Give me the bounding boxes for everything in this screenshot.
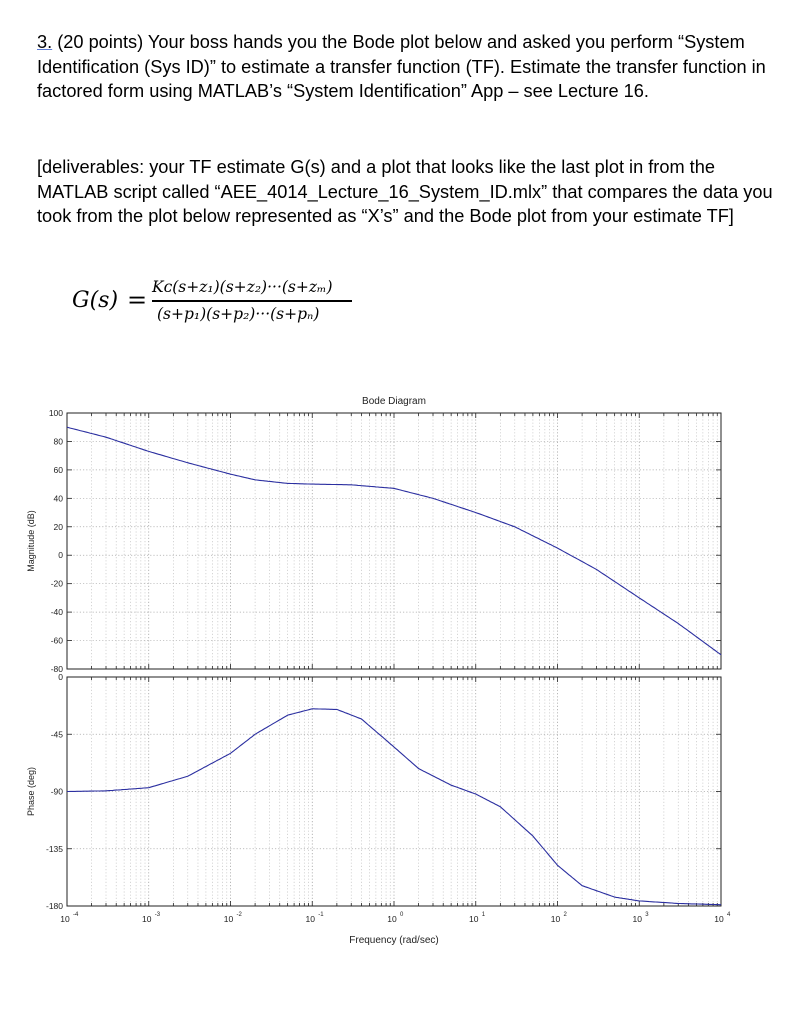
magnitude-panel [26, 408, 721, 674]
x-tick-labels [60, 912, 731, 924]
magnitude-y-tick-label: -40 [50, 607, 63, 618]
x-tick-label: 10 [387, 914, 397, 924]
question-number: 3. [37, 32, 53, 52]
x-tick-exponent: -2 [236, 912, 242, 918]
x-tick-label: 10 [142, 914, 152, 924]
x-tick-label: 10 [714, 914, 724, 924]
formula-denominator: (s+p₁)(s+p₂)···(s+pₙ) [157, 305, 320, 323]
x-tick-label: 10 [223, 914, 234, 924]
magnitude-y-tick-label: -20 [50, 578, 63, 589]
magnitude-y-tick-label: 60 [53, 464, 63, 475]
magnitude-y-axis-label: Magnitude (dB) [26, 510, 36, 572]
magnitude-y-tick-label: -60 [50, 635, 63, 646]
magnitude-y-tick-label: 20 [53, 521, 63, 532]
question-intro: (20 points) Your boss hands you the Bode plot below and asked you perform “System Identification (Sys ID)” to estimate a transfer function (TF). Estimate the transfer function in factored form using MATLAB’s “System Identification” App – see Lecture 16. [37, 32, 766, 101]
x-tick-exponent: 2 [563, 912, 567, 918]
phase-y-axis-label: Phase (deg) [26, 766, 36, 817]
formula-lhs: G(s) [72, 288, 119, 313]
fraction-bar [152, 300, 352, 302]
phase-y-tick-label: -45 [50, 729, 63, 740]
question-paragraph [37, 30, 777, 104]
x-tick-exponent: -3 [154, 912, 161, 918]
magnitude-y-tick-label: 0 [58, 550, 63, 561]
phase-y-tick-label: -135 [45, 843, 63, 854]
x-axis-label: Frequency (rad/sec) [349, 935, 439, 946]
x-tick-exponent: 4 [727, 912, 731, 918]
deliverables-paragraph: [deliverables: your TF estimate G(s) and a plot that looks like the last plot in from the MATLAB script called “AEE_4014_Lecture_16_System_ID.mlx” that compares the data you took from the plot below represented as “X’s” and the Bode plot from your estimate TF] [37, 157, 773, 226]
x-tick-label: 10 [469, 914, 479, 924]
x-tick-exponent: -1 [318, 912, 324, 918]
x-tick-exponent: -4 [73, 912, 79, 918]
x-tick-exponent: 0 [400, 912, 404, 918]
magnitude-y-tick-label: 100 [48, 408, 63, 418]
x-tick-label: 10 [632, 914, 642, 924]
phase-panel [26, 672, 721, 911]
x-tick-exponent: 3 [645, 912, 649, 918]
magnitude-y-tick-label: 40 [53, 493, 63, 504]
x-tick-label: 10 [550, 914, 561, 924]
transfer-function-formula [72, 278, 392, 338]
formula-equals: = [127, 286, 148, 314]
x-tick-exponent: 1 [481, 912, 486, 918]
magnitude-y-tick-label: -80 [50, 664, 63, 674]
phase-y-tick-label: -180 [45, 901, 63, 911]
x-tick-label: 10 [305, 914, 315, 924]
x-tick-label: 10 [60, 914, 70, 924]
magnitude-y-tick-label: 80 [53, 436, 63, 447]
chart-title: Bode Diagram [362, 396, 426, 407]
phase-y-tick-label: -90 [50, 786, 63, 797]
phase-y-tick-label: 0 [58, 672, 63, 682]
bode-diagram [0, 385, 805, 955]
formula-numerator: Kᴄ(s+z₁)(s+z₂)···(s+zₘ) [152, 278, 333, 296]
